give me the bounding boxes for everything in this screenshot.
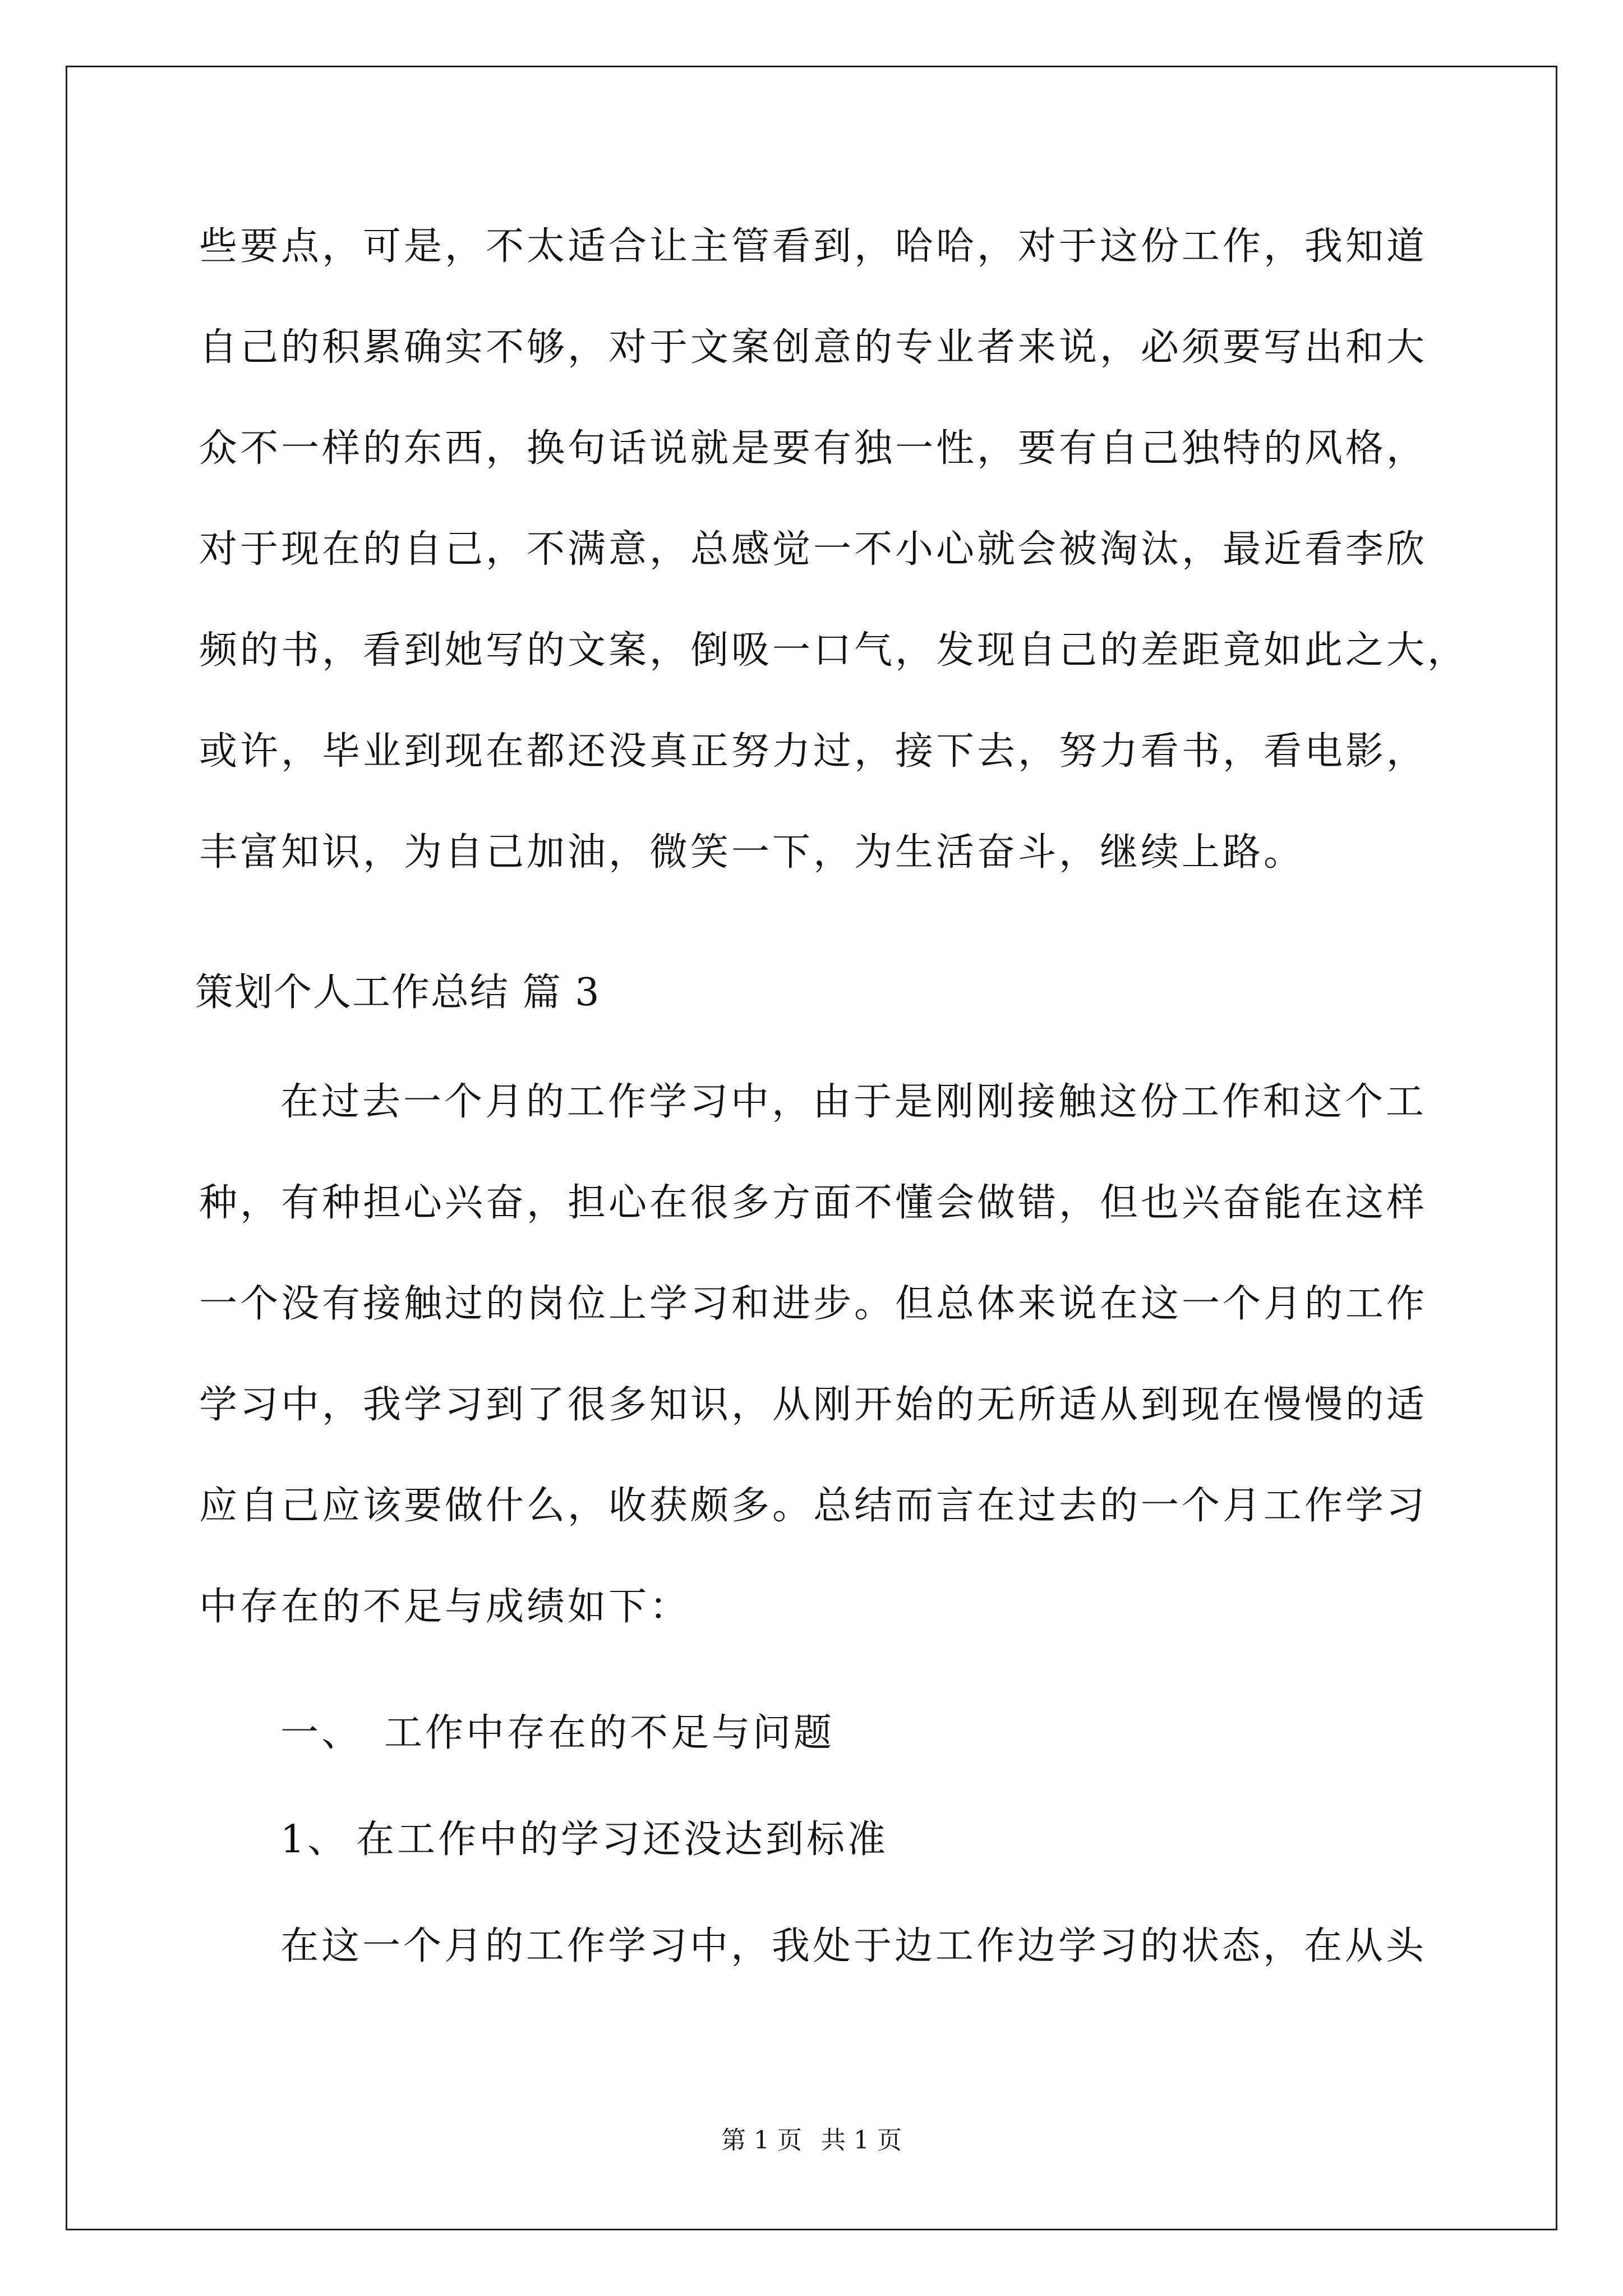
subheading-2 — [280, 1818, 888, 1862]
text-line: 在过去一个月的工作学习中，由于是刚刚接触这份工作和这个工 — [280, 1080, 1427, 1124]
text-line: 自己的积累确实不够，对于文案创意的专业者来说，必须要写出和大 — [199, 325, 1428, 370]
text-line: 学习中，我学习到了很多知识，从刚开始的无所适从到现在慢慢的适 — [199, 1383, 1428, 1427]
subheading-text: 在工作中的学习还没达到标准 — [356, 1818, 889, 1862]
page-number-total: 共 1 页 — [821, 2126, 902, 2155]
text-line: 一个没有接触过的岗位上学习和进步。但总体来说在这一个月的工作 — [199, 1282, 1428, 1326]
subheading-1 — [280, 1711, 834, 1756]
text-line: 对于现在的自己，不满意，总感觉一不小心就会被淘汰，最近看李欣 — [199, 527, 1428, 572]
section-heading: 策划个人工作总结 篇 3 — [195, 970, 601, 1015]
paragraph-3: 在这一个月的工作学习中，我处于边工作边学习的状态，在从头 — [280, 1924, 1427, 1968]
text-line: 丰富知识，为自己加油，微笑一下，为生活奋斗，继续上路。 — [199, 830, 1305, 875]
page-footer — [0, 2125, 1623, 2156]
subheading-number: 1、 — [280, 1818, 349, 1862]
text-line: 种，有种担心兴奋，担心在很多方面不懂会做错，但也兴奋能在这样 — [199, 1181, 1428, 1225]
text-line: 中存在的不足与成绩如下： — [199, 1585, 691, 1629]
text-line: 些要点，可是，不太适合让主管看到，哈哈，对于这份工作，我知道 — [199, 224, 1428, 269]
page-number-current: 第 1 页 — [721, 2126, 802, 2155]
text-line: 应自己应该要做什么，收获颇多。总结而言在过去的一个月工作学习 — [199, 1484, 1428, 1528]
page-border — [66, 66, 1557, 2230]
subheading-text: 工作中存在的不足与问题 — [384, 1711, 835, 1755]
text-line: 众不一样的东西，换句话说就是要有独一性，要有自己独特的风格， — [199, 426, 1428, 471]
text-line: 频的书，看到她写的文案，倒吸一口气，发现自己的差距竟如此之大， — [199, 628, 1469, 673]
text-line: 或许，毕业到现在都还没真正努力过，接下去，努力看书，看电影， — [199, 729, 1428, 774]
subheading-number: 一、 — [280, 1711, 363, 1755]
